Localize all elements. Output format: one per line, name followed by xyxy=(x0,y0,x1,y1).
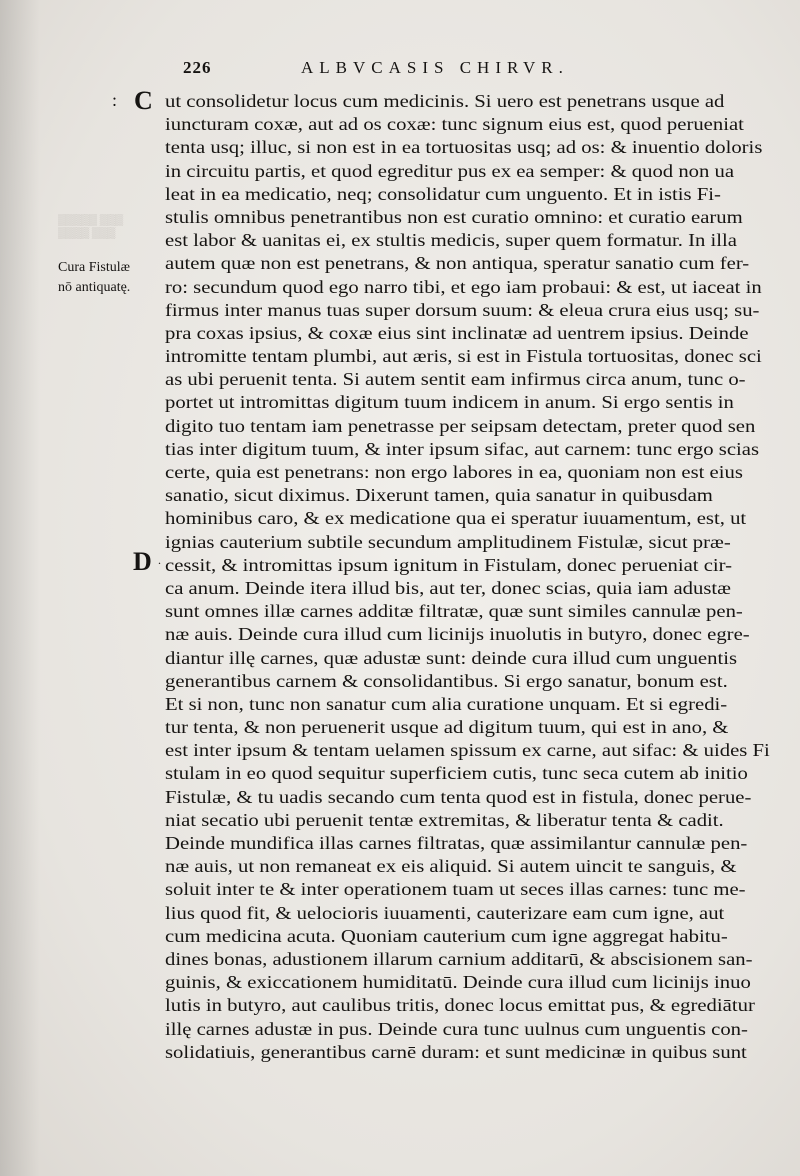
text-line: leat in ea medicatio, neq; consolidatur cum unguento. Et in istis Fi- xyxy=(165,183,721,204)
text-line: tias inter digitum tuum, & inter ipsum sifac, aut carnem: tunc ergo scias xyxy=(165,438,760,459)
text-line: in circuitu partis, et quod egreditur pus ex ea semper: & quod non ua xyxy=(165,160,735,181)
text-line: autem quæ non est penetrans, & non antiqua, speratur sanatio cum fer- xyxy=(165,253,750,274)
text-line: est labor & uanitas ei, ex stultis medicis, super quem formatur. In illa xyxy=(165,230,737,251)
text-line: ca anum. Deinde itera illud bis, aut ter, donec scias, quia iam adustæ xyxy=(165,577,731,598)
marginal-note-line: Cura Fistulæ xyxy=(58,260,130,275)
text-line: guinis, & exiccationem humiditatū. Deinde cura illud cum licinijs inuo xyxy=(165,972,751,993)
marginal-note-line: nō antiquatę. xyxy=(58,280,131,295)
text-line: Deinde mundifica illas carnes filtratas, quæ assimilantur cannulæ pen- xyxy=(165,833,748,853)
text-line: stulis omnibus penetrantibus non est curatio omnino: et curatio earum xyxy=(165,206,743,227)
text-line: ut consolidetur locus cum medicinis. Si uero est penetrans usque ad xyxy=(165,91,725,111)
text-line: ro: secundum quod ego narro tibi, et ego iam probaui: & est, ut iaceat in xyxy=(165,276,762,297)
text-line: cum medicina acuta. Quoniam cauterium cum igne aggregat habitu- xyxy=(165,925,728,946)
text-line: illę carnes adustæ in pus. Deinde cura tunc uulnus cum unguentis con- xyxy=(165,1018,748,1039)
text-line: lutis in butyro, aut caulibus tritis, donec locus emittat pus, & egrediātur xyxy=(165,995,755,1016)
text-line: sanatio, sicut diximus. Dixerunt tamen, quia sanatur in quibusdam xyxy=(165,485,713,506)
text-line: firmus inter manus tuas super dorsum suum: & eleua crura eius usq; su- xyxy=(165,299,760,320)
text-line: tenta usq; illuc, si non est in ea tortuositas usq; ad os: & inuentio doloris xyxy=(165,137,763,158)
bleed-through-text: ▒▒▒▒▒ ▒▒▒ ▒▒▒▒ ▒▒▒ xyxy=(58,214,124,239)
running-head xyxy=(183,58,683,82)
section-mark-icon: . xyxy=(158,553,161,567)
text-line: diantur illę carnes, quæ adustæ sunt: deinde cura illud cum unguentis xyxy=(165,647,738,668)
text-line: soluit inter te & inter operationem tuam ut seces illas carnes: tunc me- xyxy=(165,879,746,900)
text-line: niat secatio ubi peruenit tentæ extremitas, & liberatur tenta & cadit. xyxy=(165,809,724,830)
text-line: Fistulæ, & tu uadis secando cum tenta quod est in fistula, donec perue- xyxy=(165,786,752,807)
text-line: stulam in eo quod sequitur superficiem cutis, tunc seca cutem ab initio xyxy=(165,763,748,784)
text-line: dines bonas, adustionem illarum carnium additarū, & abscisionem san- xyxy=(165,948,753,969)
text-line: lius quod fit, & uelocioris iuuamenti, cauterizare eam cum igne, aut xyxy=(165,902,725,923)
body-text xyxy=(165,90,790,1064)
running-title: ALBVCASIS CHIRVR. xyxy=(301,58,569,77)
page-number: 226 xyxy=(183,58,212,77)
text-line: iuncturam coxæ, aut ad os coxæ: tunc signum eius est, quod perueniat xyxy=(165,114,744,135)
gutter-shadow xyxy=(0,0,40,1176)
text-line: est inter ipsum & tentam uelamen spissum ex carne, aut sifac: & uides Fi xyxy=(165,740,770,761)
text-line: generantibus carnem & consolidantibus. Si ergo sanatur, bonum est. xyxy=(165,670,728,691)
section-mark-icon: : xyxy=(112,90,118,110)
text-line: as ubi peruenit tenta. Si autem sentit eam infirmus circa anum, tunc o- xyxy=(165,369,746,390)
text-line: næ auis, ut non remaneat ex eis aliquid. Si autem uincit te sanguis, & xyxy=(165,856,737,877)
text-line: hominibus caro, & ex medicatione qua ei speratur iuuamentum, est, ut xyxy=(165,508,747,529)
text-line: portet ut intromittas digitum tuum indicem in anum. Si ergo sentis in xyxy=(165,392,734,413)
drop-initial-d: D xyxy=(133,547,152,576)
text-line: certe, quia est penetrans: non ergo labores in ea, quoniam non est eius xyxy=(165,462,743,482)
text-line: cessit, & intromittas ipsum ignitum in Fistulam, donec perueniat cir- xyxy=(165,554,733,575)
text-line: ignias cauterium subtile secundum amplitudinem Fistulæ, sicut præ- xyxy=(165,531,731,552)
text-line: solidatiuis, generantibus carnē duram: et sunt medicinæ in quibus sunt xyxy=(165,1041,747,1062)
drop-initial-c: C xyxy=(134,86,153,115)
text-line: Et si non, tunc non sanatur cum alia curatione unquam. Et si egredi- xyxy=(165,693,728,714)
marginal-note xyxy=(58,258,158,298)
text-line: intromitte tentam plumbi, aut æris, si est in Fistula tortuositas, donec sci xyxy=(165,346,762,367)
text-line: tur tenta, & non peruenerit usque ad digitum tuum, qui est in ano, & xyxy=(165,717,729,738)
text-line: pra coxas ipsius, & coxæ eius sint inclinatæ ad uentrem ipsius. Deinde xyxy=(165,322,749,343)
text-line: næ auis. Deinde cura illud cum licinijs inuolutis in butyro, donec egre- xyxy=(165,624,750,645)
text-line: sunt omnes illæ carnes additæ filtratæ, quæ sunt similes cannulæ pen- xyxy=(165,601,743,622)
text-line: digito tuo tentam iam penetrasse per seipsam detectam, preter quod sen xyxy=(165,415,756,436)
